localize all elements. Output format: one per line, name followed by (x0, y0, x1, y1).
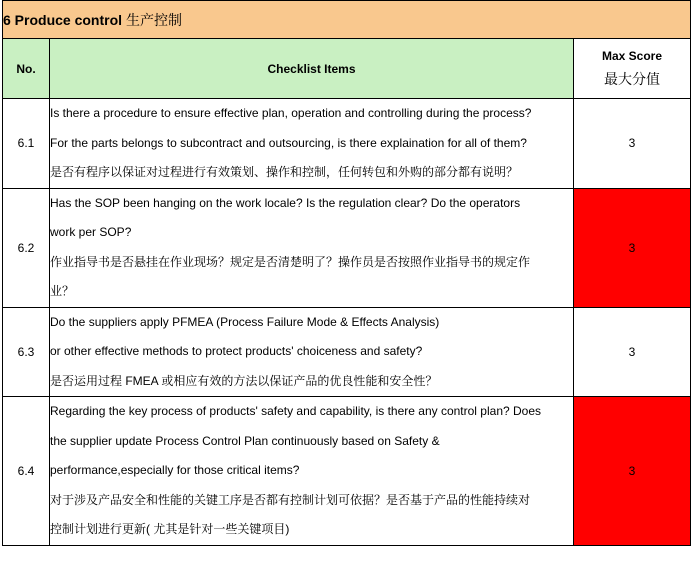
header-max-score-cn: 最大分值 (604, 70, 661, 87)
checklist-item-line: Regarding the key process of products' safety and capability, is there any control plan? Does (50, 404, 542, 418)
checklist-item-line: performance,especially for those critical items? (50, 463, 300, 477)
checklist-item-line: For the parts belongs to subcontract and outsourcing, is there explaination for all of them? (50, 135, 527, 150)
checklist-item-line: or other effective methods to protect products' choiceness and safety? (50, 344, 423, 358)
checklist-item-line: Do the suppliers apply PFMEA (Process Failure Mode & Effects Analysis) (50, 314, 440, 329)
row-number: 6.3 (3, 307, 50, 397)
checklist-item-cell (50, 307, 574, 397)
section-title-cell (3, 1, 691, 39)
checklist-table (2, 0, 691, 546)
section-title-cn: 生产控制 (126, 11, 183, 28)
header-max-score (574, 39, 691, 99)
checklist-item-line: 对于涉及产品安全和性能的关键工序是否都有控制计划可依据？是否基于产品的性能持续对 (50, 492, 531, 507)
max-score-cell: 3 (574, 188, 691, 307)
section-title-en: 6 Produce control (3, 11, 123, 28)
checklist-item-line: 控制计划进行更新( 尤其是针对一些关键项目) (50, 522, 290, 536)
checklist-item-line: 作业指导书是否悬挂在作业现场？规定是否清楚明了？操作员是否按照作业指导书的规定作 (50, 254, 531, 269)
checklist-item-line: 业？ (50, 284, 75, 298)
table-row (3, 99, 691, 189)
table-header-row (3, 39, 691, 99)
checklist-item-line: the supplier update Process Control Plan continuously based on Safety & (50, 433, 440, 448)
checklist-item-cell (50, 99, 574, 189)
table-row (3, 188, 691, 307)
checklist-item-line: 是否有程序以保证对过程进行有效策划、操作和控制，任何转包和外购的部分都有说明？ (50, 165, 519, 179)
section-title-row (3, 1, 691, 39)
table-row (3, 397, 691, 546)
checklist-item-line: Has the SOP been hanging on the work locale? Is the regulation clear? Do the operators (50, 195, 521, 210)
checklist-item-cell (50, 188, 574, 307)
checklist-item-line: Is there a procedure to ensure effective plan, operation and controlling during the process? (50, 106, 532, 120)
row-number: 6.1 (3, 99, 50, 189)
checklist-item-line: work per SOP? (50, 225, 132, 239)
max-score-cell: 3 (574, 397, 691, 546)
checklist-rows (3, 99, 691, 546)
row-number: 6.4 (3, 397, 50, 546)
header-checklist-items: Checklist Items (50, 39, 574, 99)
max-score-cell: 3 (574, 307, 691, 397)
checklist-item-line: 是否运用过程 FMEA 或相应有效的方法以保证产品的优良性能和安全性？ (50, 373, 438, 388)
header-no: No. (3, 39, 50, 99)
checklist-item-cell (50, 397, 574, 546)
row-number: 6.2 (3, 188, 50, 307)
max-score-cell: 3 (574, 99, 691, 189)
table-row (3, 307, 691, 397)
header-max-score-en: Max Score (602, 48, 663, 63)
